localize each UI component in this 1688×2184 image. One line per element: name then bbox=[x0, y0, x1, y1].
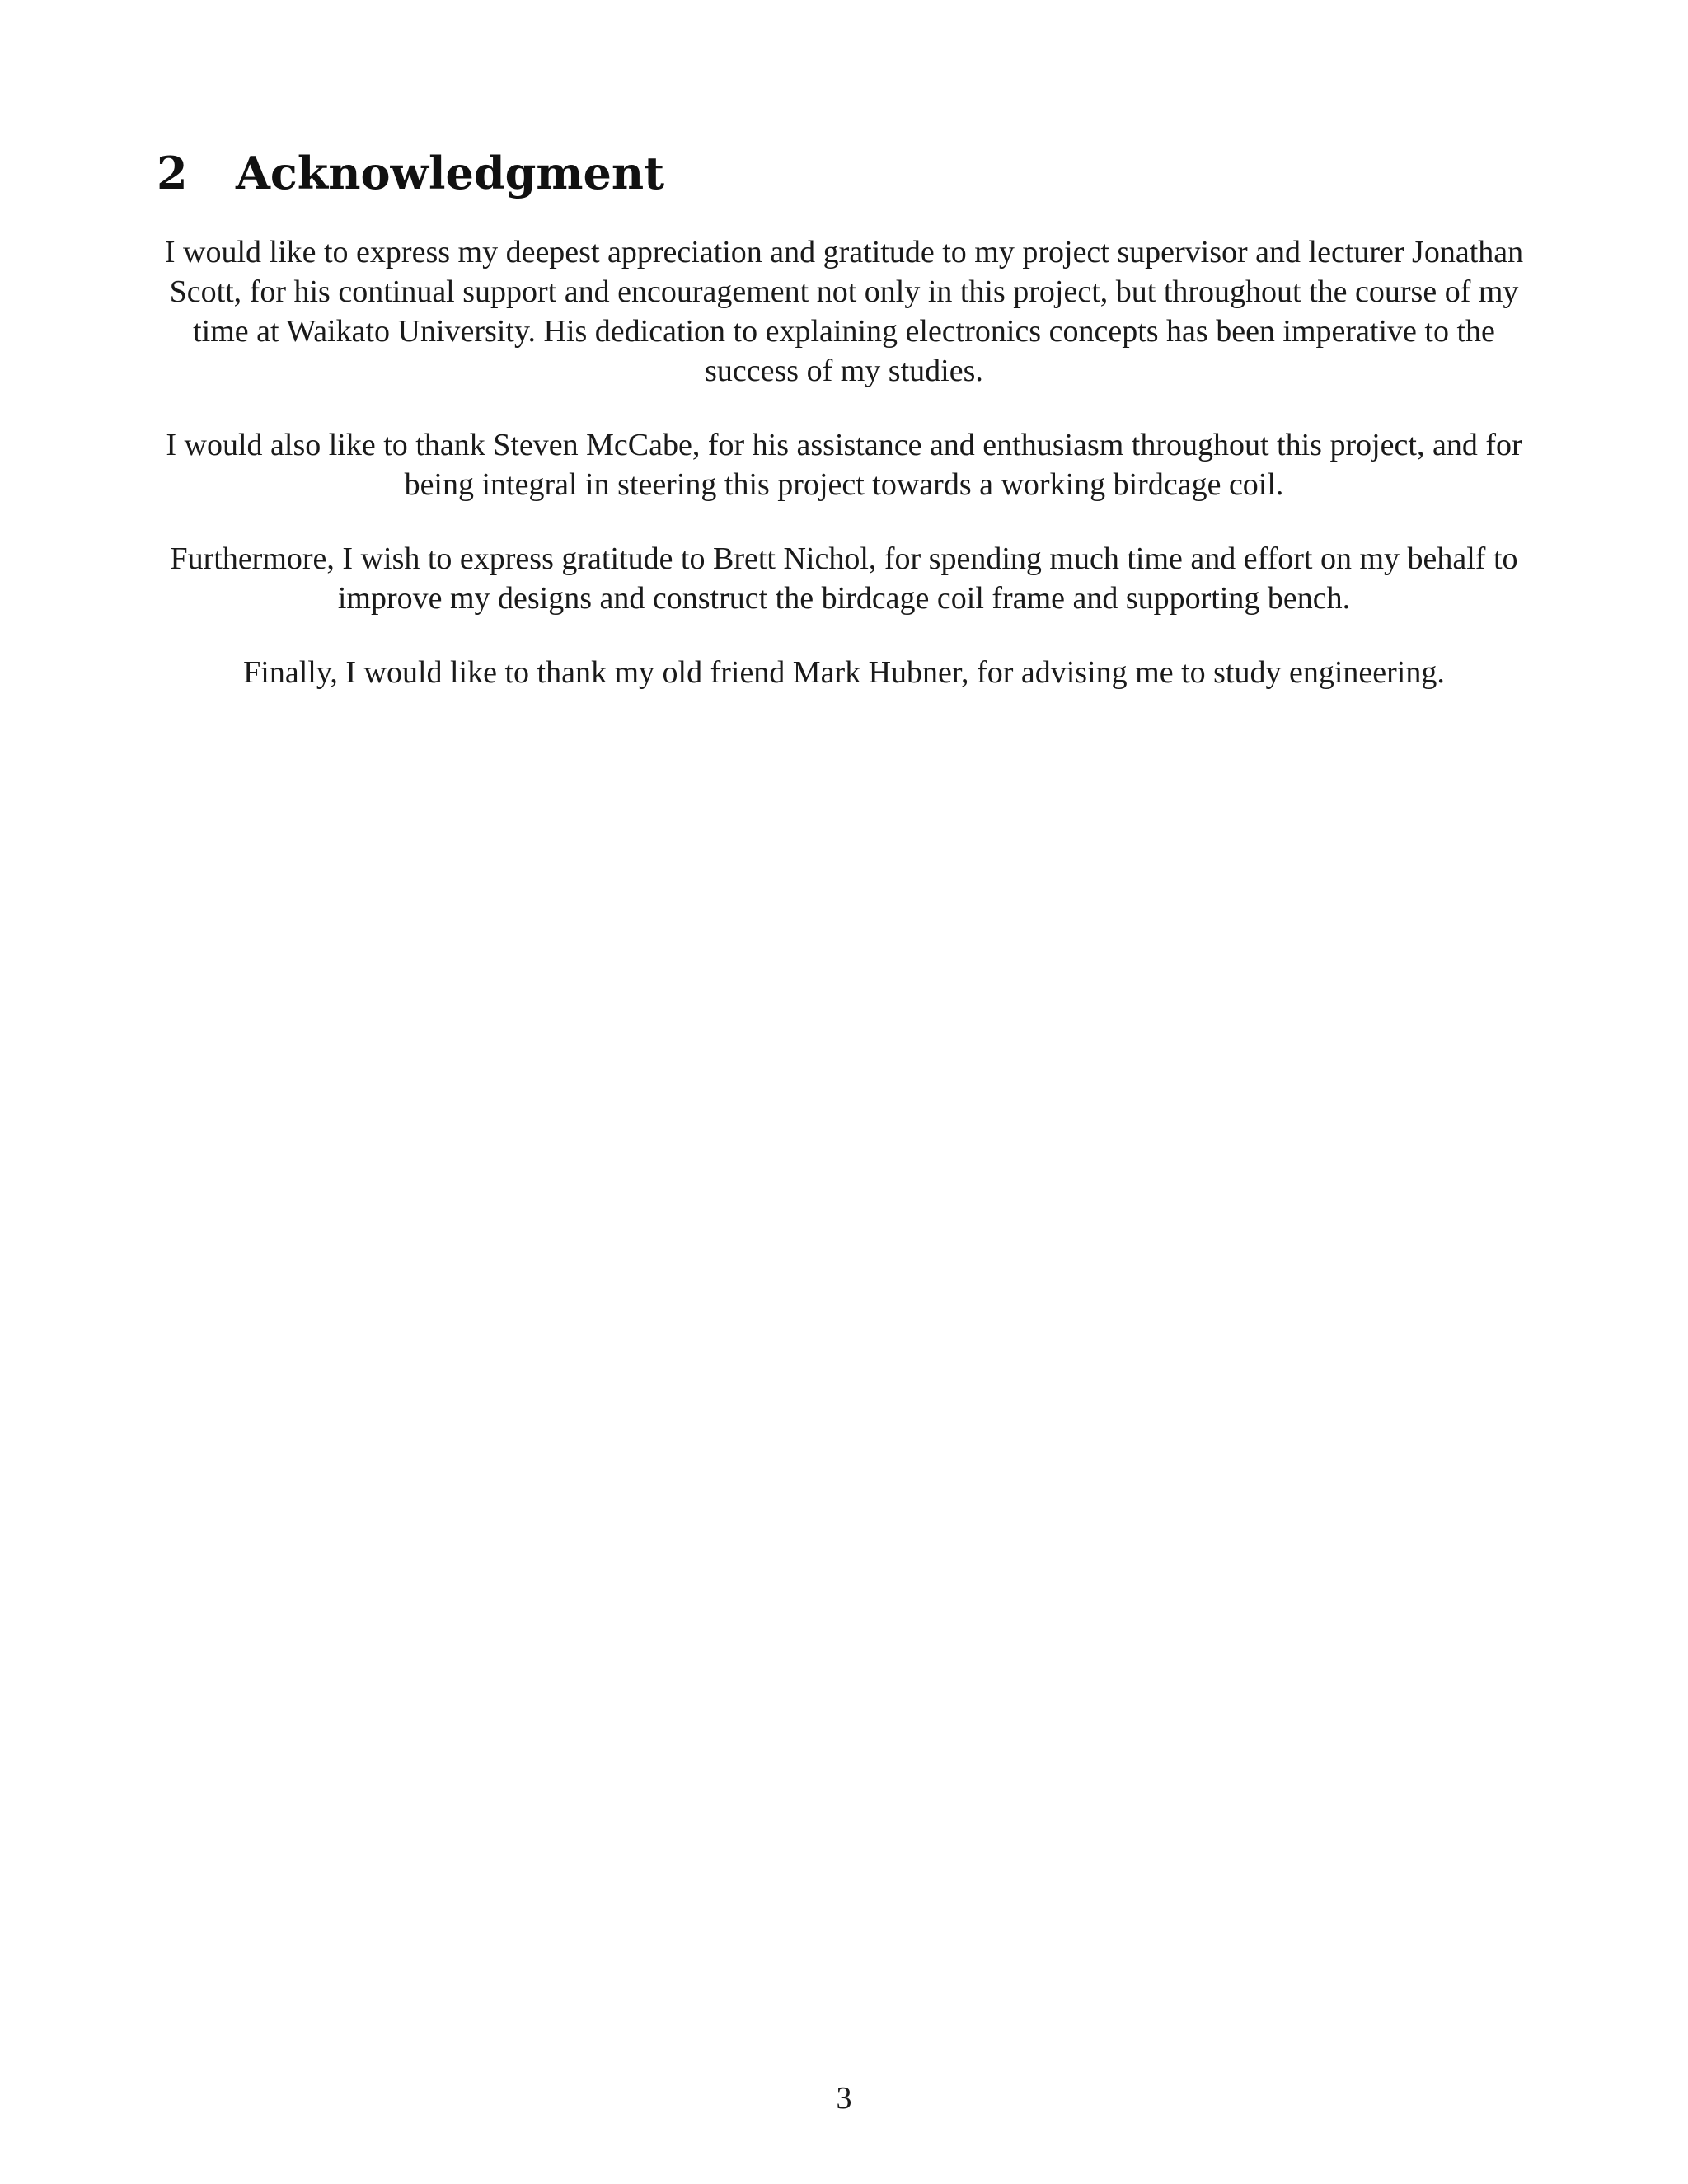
page-number: 3 bbox=[836, 2081, 852, 2116]
paragraph-nichol: Furthermore, I wish to express gratitude to Brett Nichol, for spending much time and effort on my behalf to improve my designs and construct the birdcage coil frame and supporting bench. bbox=[170, 541, 1518, 616]
paragraph-mccabe: I would also like to thank Steven McCabe, for his assistance and enthusiasm throughout this project, and for being integral in steering this project towards a working birdcage coil. bbox=[166, 428, 1522, 502]
section-heading bbox=[157, 142, 664, 204]
paragraph-supervisor: I would like to express my deepest appreciation and gratitude to my project supervisor and lecturer Jonathan Scott, for his continual support and encouragement not only in this project, but throughout the course of my time at Waikato University. His dedication to explaining electronics concepts has been imperative to the success of my studies. bbox=[164, 235, 1524, 388]
section-number: 2 bbox=[157, 147, 188, 199]
acknowledgment-body bbox=[157, 232, 1531, 727]
section-title: Acknowledgment bbox=[236, 147, 665, 199]
paragraph-hubner: Finally, I would like to thank my old friend Mark Hubner, for advising me to study engineering. bbox=[243, 655, 1445, 690]
